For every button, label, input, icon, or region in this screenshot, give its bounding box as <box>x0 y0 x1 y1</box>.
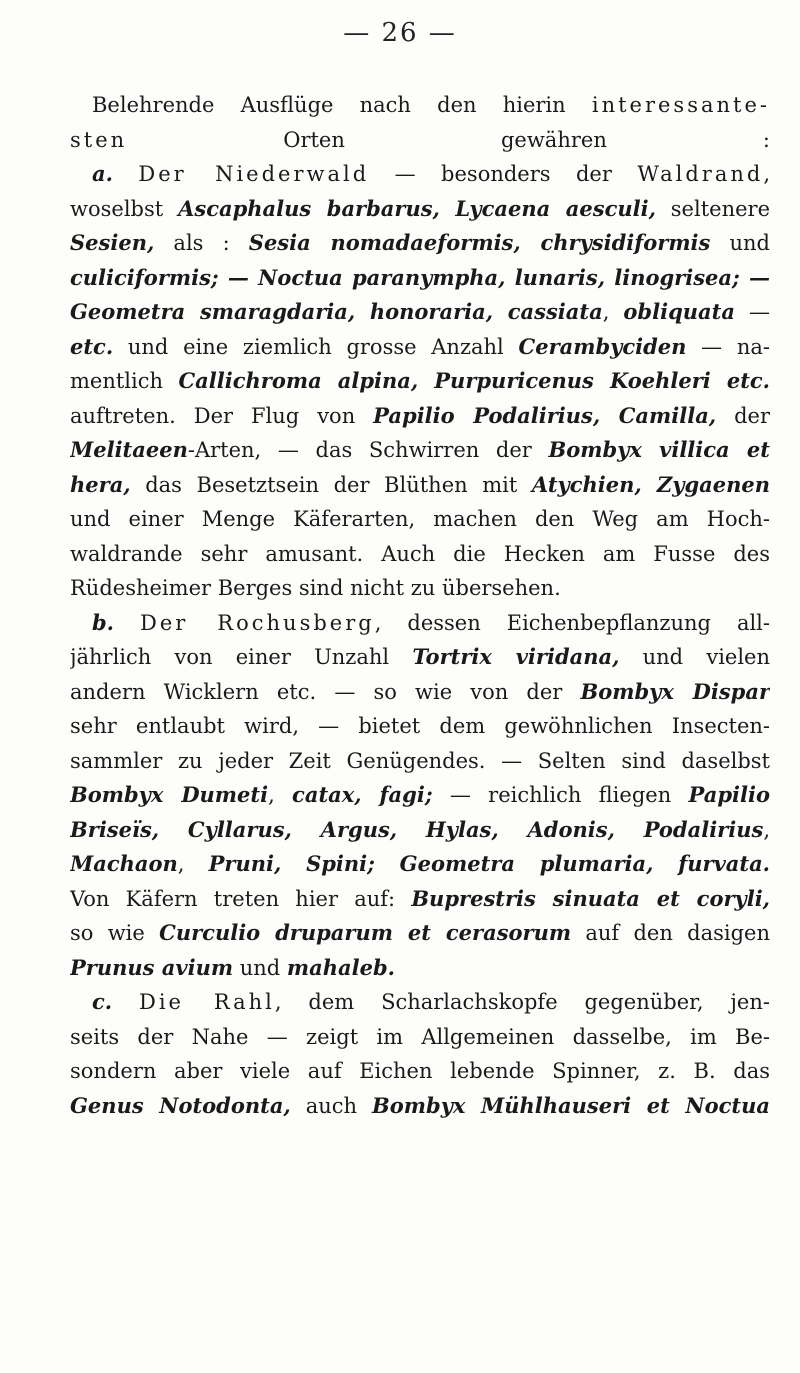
text-segment: und <box>710 231 770 255</box>
italic-segment: Buprestris sinuata et coryli, <box>411 885 770 911</box>
text-segment: so wie <box>70 921 160 945</box>
text-segment: und eine ziemlich grosse Anzahl <box>113 334 519 359</box>
spaced-segment: Der Niederwald <box>138 162 370 186</box>
text-line <box>70 571 770 606</box>
text-line <box>70 295 770 330</box>
italic-segment: hera, <box>70 471 131 497</box>
italic-segment: Papilio <box>688 782 770 807</box>
text-line <box>70 226 770 261</box>
text-segment: der <box>716 403 770 428</box>
text-segment: , <box>177 852 209 876</box>
italic-segment: Genus Notodonta, <box>70 1092 291 1118</box>
italic-segment: Ascaphalus barbarus, Lycaena aesculi, <box>178 195 656 221</box>
body-text <box>70 88 770 1123</box>
italic-segment: Bombyx Dispar <box>580 678 770 704</box>
italic-segment: Prunus avium <box>70 954 234 980</box>
text-segment: mentlich <box>70 369 179 393</box>
italic-segment: c. <box>92 989 113 1014</box>
text-segment: — besonders der <box>369 162 638 186</box>
text-segment: das Besetztsein der Blüthen mit <box>130 472 532 497</box>
text-segment: , <box>268 783 293 807</box>
text-segment: jährlich von einer Unzahl <box>70 645 413 669</box>
text-segment: , <box>763 162 770 186</box>
text-line <box>70 744 770 779</box>
italic-segment: Machaon <box>70 851 178 876</box>
text-segment: andern Wicklern etc. — so wie von der <box>70 679 581 704</box>
text-segment: woselbst <box>70 196 179 221</box>
text-segment: — na- <box>686 334 770 359</box>
text-segment: sondern aber viele auf Eichen lebende Spinner, z. B. das <box>70 1059 770 1083</box>
text-line <box>70 640 770 675</box>
spaced-segment: sten <box>70 127 128 152</box>
text-line <box>70 675 770 710</box>
text-line <box>70 916 770 951</box>
italic-segment: mahaleb. <box>286 954 395 980</box>
text-line <box>70 330 770 365</box>
text-segment: -Arten, — das Schwirren der <box>187 438 549 462</box>
italic-segment: Geometra smaragdaria, honoraria, cassiata <box>70 299 603 324</box>
italic-segment: Curculio druparum et cerasorum <box>159 920 572 945</box>
italic-segment: Tortrix viridana, <box>412 644 620 669</box>
text-segment: Belehrende Ausflüge nach den hierin <box>92 93 592 117</box>
italic-segment: Papilio Podalirius, Camilla, <box>373 402 717 428</box>
text-segment: auch <box>290 1093 373 1118</box>
spaced-segment: interessante- <box>591 93 770 117</box>
italic-segment: Briseïs, Cyllarus, Argus, Hylas, Adonis, Podalirius <box>70 816 764 842</box>
text-segment: sehr entlaubt wird, — bietet dem gewöhnlichen Insecten- <box>70 714 770 738</box>
italic-segment: Melitaeen <box>70 437 188 462</box>
text-segment: Rüdesheimer Berges sind nicht zu übersehen. <box>70 576 561 600</box>
text-line <box>70 882 770 917</box>
italic-segment: Pruni, Spini; Geometra plumaria, furvata. <box>208 851 770 876</box>
text-segment: und einer Menge Käferarten, machen den Weg am Hoch- <box>70 507 770 531</box>
italic-segment: etc. <box>70 333 114 359</box>
italic-segment: Bombyx villica et <box>548 437 770 462</box>
page-number: — 26 — <box>343 18 457 48</box>
text-segment: als : <box>154 231 249 255</box>
text-segment: — reichlich fliegen <box>432 783 689 807</box>
text-line <box>70 88 770 123</box>
text-line <box>70 364 770 399</box>
text-line <box>70 537 770 572</box>
text-line <box>70 468 770 503</box>
text-line <box>70 1054 770 1089</box>
text-segment: und <box>233 955 287 980</box>
italic-segment: Sesien, <box>70 230 155 255</box>
italic-segment: Cerambyciden <box>518 333 687 359</box>
text-segment: , <box>602 300 624 324</box>
spaced-segment: Die Rahl <box>138 990 275 1014</box>
italic-segment: culiciformis; — Noctua paranympha, lunaris, linogrisea; — <box>70 264 770 290</box>
text-line <box>70 1089 770 1124</box>
italic-segment: Atychien, Zygaenen <box>531 471 770 497</box>
text-line <box>70 1020 770 1055</box>
spaced-segment: Waldrand <box>637 162 764 186</box>
text-segment: auftreten. Der Flug von <box>70 403 374 428</box>
text-segment: , dessen Eichenbepflanzung all- <box>374 610 770 635</box>
text-segment: Orten gewähren : <box>127 127 770 152</box>
text-line <box>70 847 770 882</box>
italic-segment: obliquata <box>623 299 735 324</box>
italic-segment: a. <box>92 161 113 186</box>
italic-segment: Sesia nomadaeformis, chrysidiformis <box>248 230 711 255</box>
text-segment: , dem Scharlachskopfe gegenüber, jen- <box>274 990 770 1014</box>
text-line <box>70 399 770 434</box>
text-segment: — <box>734 300 770 324</box>
text-segment: seltenere <box>655 196 770 221</box>
text-segment <box>114 611 140 635</box>
text-segment: auf den dasigen <box>571 921 770 945</box>
text-line <box>70 709 770 744</box>
text-line <box>70 778 770 813</box>
text-segment: und vielen <box>619 645 770 669</box>
italic-segment: Bombyx Mühlhauseri et Noctua <box>372 1092 770 1118</box>
text-line <box>70 123 770 158</box>
text-segment <box>112 990 139 1014</box>
text-segment: , <box>763 817 770 842</box>
text-line <box>70 261 770 296</box>
text-line <box>70 157 770 192</box>
text-line <box>70 985 770 1020</box>
text-segment: sammler zu jeder Zeit Genügendes. — Selten sind daselbst <box>70 748 770 773</box>
text-segment: waldrande sehr amusant. Auch die Hecken am Fusse des <box>70 541 770 566</box>
italic-segment: Callichroma alpina, Purpuricenus Koehleri etc. <box>178 368 770 393</box>
text-line <box>70 192 770 227</box>
text-line <box>70 951 770 986</box>
text-segment: Von Käfern treten hier auf: <box>70 886 412 911</box>
italic-segment: b. <box>92 609 114 635</box>
text-segment: seits der Nahe — zeigt im Allgemeinen dasselbe, im Be- <box>70 1024 770 1049</box>
italic-segment: catax, fagi; <box>292 782 433 807</box>
text-line <box>70 433 770 468</box>
text-line <box>70 813 770 848</box>
text-line <box>70 606 770 641</box>
text-segment <box>113 162 138 186</box>
italic-segment: Bombyx Dumeti <box>70 782 269 807</box>
spaced-segment: Der Rochusberg <box>140 610 375 635</box>
text-line <box>70 502 770 537</box>
